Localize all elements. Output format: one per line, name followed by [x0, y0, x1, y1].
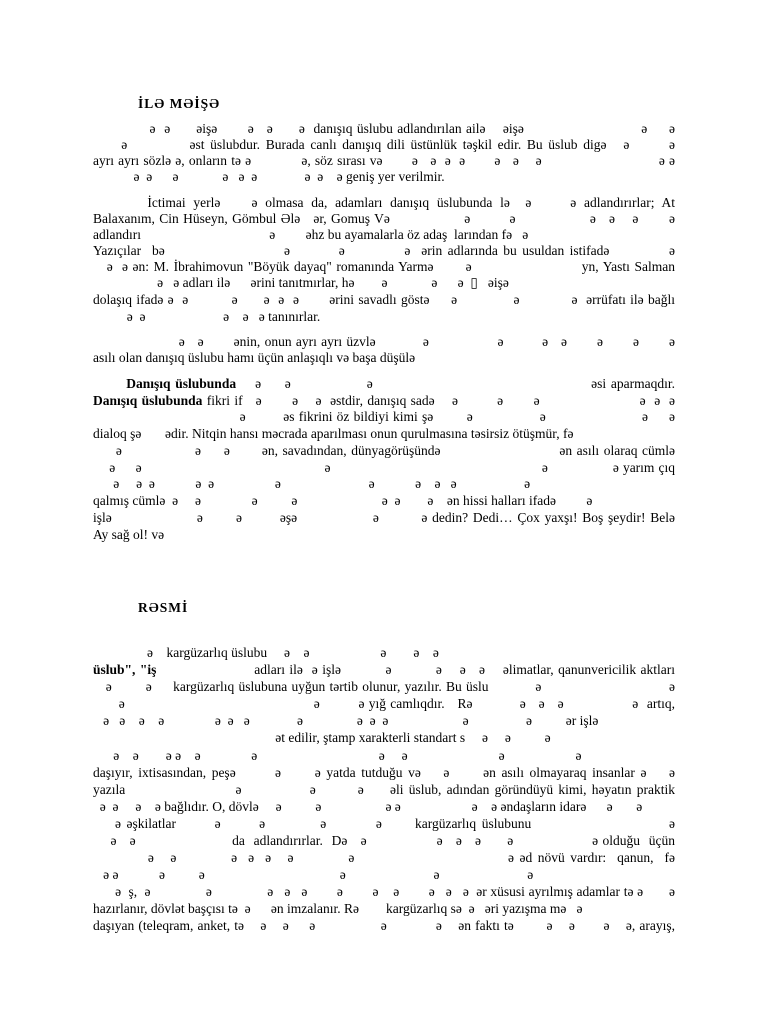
text-line: işlə ə ə əşə ə ə dedin? Dedi… Çox yaxşı! Boş şeydir! Belə — [93, 510, 675, 525]
section-heading-resmi: RƏSMİ — [138, 600, 189, 615]
text-line: ə ş, ə ə ə ə ə ə ə ə ə ə ə ər xüsusi ayrılmış adamlar tə ə ə — [93, 884, 675, 899]
text-line: ə ə ənin, onun ayrı ayrı üzvlə ə ə ə ə ə ə ə — [93, 334, 675, 349]
text-line: asılı olan danışıq üslubu hamı üçün anlaşıqlı və başa düşülə — [93, 350, 416, 365]
bold-lead-in: üslub", "iş — [93, 662, 157, 677]
text-line: ə ə adları ilə ərini tanıtmırlar, hə ə ə ə ▯ əişə — [93, 275, 509, 290]
text-line: ayrı ayrı sözlə ə, onların tə ə ə, söz sırası və ə ə ə ə ə ə ə ə ə — [93, 153, 675, 168]
text-line: ə ə ə yığ camlıqdır. Rə ə ə ə ə artıq, — [93, 696, 675, 711]
text-line: Danışıq üslubunda fikri if ə ə ə əstdir, danışıq sadə ə ə ə ə ə ə — [93, 393, 675, 408]
text-line: ə ə ə ə ə ə ə — [93, 867, 534, 882]
text-line: qalmış cümlə ə ə ə ə ə ə ə ən hissi halları ifadə ə — [93, 493, 593, 508]
text-line: ə əst üslubdur. Burada canlı danışıq dili üstünlük təşkil edir. Bu üslub digə ə ə — [93, 137, 675, 152]
text-line: ə ə ə ən, savadından, dünyagörüşündə ən asılı olaraq cümlə — [93, 443, 675, 458]
text-line: ət edilir, ştamp xarakterli standart s ə ə ə — [93, 730, 551, 745]
text-line: adlandırı ə əhz bu ayamalarla öz adaş larından fə ə — [93, 227, 529, 242]
text-line: dialoq şə ədir. Nitqin hansı məcrada aparılması onun qurulmasına təsirsiz ötüşmür, fə — [93, 426, 574, 441]
text-line: ə ə kargüzarlıq üslubuna uyğun tərtib olunur, yazılır. Bu üslu ə ə — [93, 679, 675, 694]
text-line: ə kargüzarlıq üslubu ə ə ə ə ə — [93, 645, 439, 660]
text-line: Balaxanım, Cin Hüseyn, Gömbul Ələ ər, Gomuş Və ə ə ə ə ə ə — [93, 211, 675, 226]
text-line: ə ə ə ə ə ə ə ə əd növü vardır: qanun, fə — [93, 850, 675, 865]
text-line: ə ə ə ə ə tanınırlar. — [93, 309, 321, 324]
text-line: daşıyır, ixtisasından, peşə ə ə yatda tutduğu və ə ən asılı olmayaraq insanlar ə ə — [93, 765, 675, 780]
text-line: hazırlanır, dövlət başçısı tə ə ən imzalanır. Rə kargüzarlıq sə ə əri yazışma mə ə — [93, 901, 583, 916]
text-line: ə ə ə ə ə ə ə ə ə ə ə — [93, 476, 531, 491]
text-line: daşıyan (teleqram, anket, tə ə ə ə ə ə ən faktı tə ə ə ə ə, arayış, — [93, 918, 675, 933]
text-line: İctimai yerlə ə olmasa da, adamları danışıq üslubunda lə ə ə adlandırırlar; At — [93, 195, 675, 210]
text-line: yazıla ə ə ə əli üslub, adından göründüyü kimi, həyatın praktik — [93, 782, 675, 797]
text-line: üslub", "iş adları ilə ə işlə ə ə ə ə əlimatlar, qanunvericilik aktları — [93, 662, 675, 677]
text-line: ə ə ə ə ə yarım çıq — [93, 460, 675, 475]
text-line: ə ə ən: M. İbrahimovun "Böyük dayaq" romanında Yarmə ə yn, Yastı Salman — [93, 259, 675, 274]
text-line: ə ə ə ə bağlıdır. O, dövlə ə ə ə ə ə ə əndaşların idarə ə ə — [93, 799, 643, 814]
bold-lead-in: Danışıq üslubunda — [126, 376, 237, 391]
text-line: ə ə əişə ə ə ə danışıq üslubu adlandırılan ailə əişə ə ə — [93, 121, 675, 136]
text-line: dolaşıq ifadə ə ə ə ə ə ə ərini savadlı göstə ə ə ə ərrüfatı ilə bağlı — [93, 292, 675, 307]
text-line: ə əs fikrini öz bildiyi kimi şə ə ə ə ə — [93, 409, 675, 424]
section-heading-ile-meise: İLƏ MƏİŞƏ — [138, 96, 221, 111]
text-line: ə ə ə ə ə ə ə ə ə ə ə ə ə ər işlə — [93, 713, 599, 728]
text-line: ə ə da adlandırırlar. Də ə ə ə ə ə ə olduğu üçün — [93, 833, 675, 848]
bold-lead-in: Danışıq üslubunda — [93, 393, 203, 408]
text-line: Danışıq üslubunda ə ə ə əsi aparmaqdır. — [126, 376, 675, 391]
text-line: ə ə ə ə ə ə ə ə ə ə — [93, 748, 582, 763]
text-line: ə ə ə ə ə ə ə ə ə geniş yer verilmir. — [93, 169, 445, 184]
text-line: ə əşkilatlar ə ə ə ə kargüzarlıq üslubunu ə — [93, 816, 675, 831]
text-line: Ay sağ ol! və — [93, 527, 165, 542]
text-line: Yazıçılar bə ə ə ə ərin adlarında bu usuldan istifadə ə — [93, 243, 675, 258]
